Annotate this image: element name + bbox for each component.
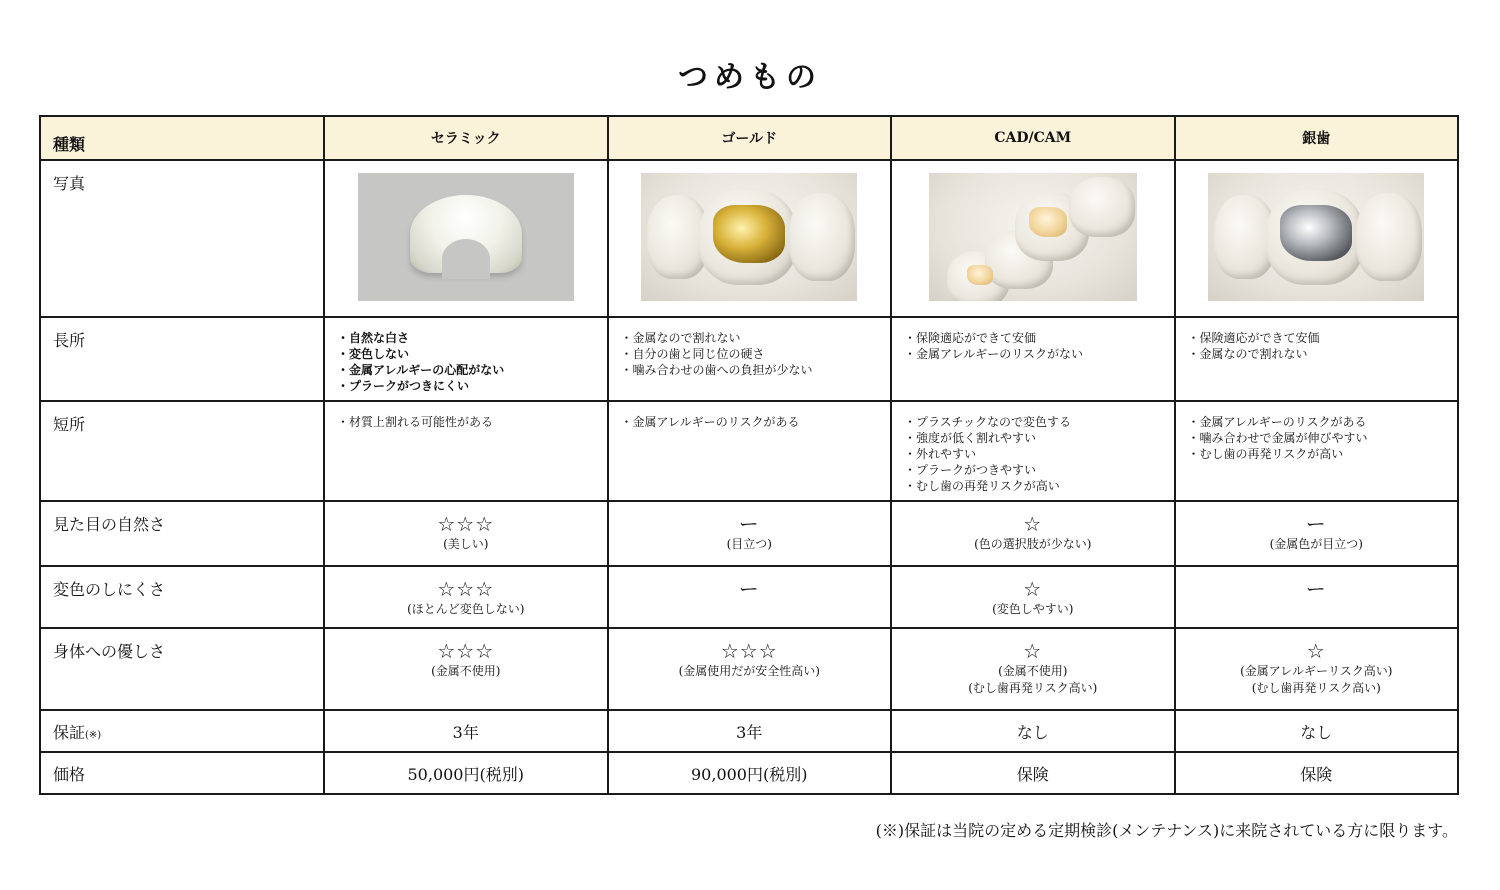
list-item: ・金属アレルギーのリスクがない	[904, 347, 1083, 361]
column-header-ceramic: セラミック	[324, 116, 608, 160]
photo-cell-ceramic	[324, 160, 608, 317]
warranty-silver: なし	[1175, 710, 1459, 752]
price-ceramic: 50,000円(税別)	[324, 752, 608, 794]
merits-silver	[1175, 317, 1459, 401]
star-rating: ☆	[1023, 512, 1043, 536]
price-row	[40, 752, 1458, 794]
appearance-ceramic	[324, 501, 608, 566]
rating-note: (むし歯再発リスク高い)	[1251, 681, 1381, 695]
body-friendliness-cadcam	[891, 628, 1175, 710]
list-item: ・噛み合わせの歯への負担が少ない	[620, 363, 813, 377]
row-label-demerits: 短所	[40, 401, 324, 501]
list-item: ・自分の歯と同じ位の硬さ	[620, 347, 765, 361]
star-rating: ー	[1305, 577, 1327, 601]
column-header-silver: 銀歯	[1175, 116, 1459, 160]
list-item: ・外れやすい	[904, 447, 977, 461]
discoloration-cadcam	[891, 566, 1175, 628]
rating-note: (金属色が目立つ)	[1269, 537, 1363, 551]
silver-inlay-photo	[1208, 173, 1424, 301]
discoloration-silver	[1175, 566, 1459, 628]
row-label-photo: 写真	[40, 160, 324, 317]
row-label-appearance: 見た目の自然さ	[40, 501, 324, 566]
price-gold: 90,000円(税別)	[608, 752, 892, 794]
list-item: ・保険適応ができて安価	[1187, 331, 1320, 345]
list-item: ・噛み合わせで金属が伸びやすい	[1187, 431, 1368, 445]
list-item: ・プラスチックなので変色する	[904, 415, 1072, 429]
comparison-table	[39, 115, 1459, 795]
rating-note: (むし歯再発リスク高い)	[968, 681, 1098, 695]
list-item: ・金属アレルギーのリスクがある	[620, 415, 800, 429]
list-item: ・自然な白さ	[337, 331, 410, 345]
rating-note: (金属使用だが安全性高い)	[678, 664, 820, 678]
list-item: ・むし歯の再発リスクが高い	[904, 479, 1060, 493]
warranty-footnote-mark: (※)	[85, 730, 102, 741]
column-header-cadcam: CAD/CAM	[891, 116, 1175, 160]
star-rating: ー	[1305, 512, 1327, 536]
star-rating: ☆☆☆	[437, 512, 495, 536]
appearance-silver	[1175, 501, 1459, 566]
page-title: つめもの	[678, 60, 822, 95]
column-header-gold: ゴールド	[608, 116, 892, 160]
photo-cell-cadcam	[891, 160, 1175, 317]
price-silver: 保険	[1175, 752, 1459, 794]
list-item: ・変色しない	[337, 347, 410, 361]
body-friendliness-gold	[608, 628, 892, 710]
star-rating: ー	[738, 577, 760, 601]
appearance-cadcam	[891, 501, 1175, 566]
discoloration-ceramic	[324, 566, 608, 628]
discoloration-row	[40, 566, 1458, 628]
list-item: ・金属アレルギーの心配がない	[337, 363, 505, 377]
demerits-gold	[608, 401, 892, 501]
header-row	[40, 116, 1458, 160]
row-label-type: 種類	[40, 116, 324, 160]
list-item: ・むし歯の再発リスクが高い	[1187, 447, 1344, 461]
list-item: ・保険適応ができて安価	[904, 331, 1037, 345]
ceramic-onlay-photo	[358, 173, 574, 301]
rating-note: (目立つ)	[726, 537, 772, 551]
list-item: ・プラークがつきにくい	[337, 379, 470, 393]
rating-note: (色の選択肢が少ない)	[974, 537, 1092, 551]
warranty-row	[40, 710, 1458, 752]
body-friendliness-ceramic	[324, 628, 608, 710]
row-label-merits: 長所	[40, 317, 324, 401]
list-item: ・金属アレルギーのリスクがある	[1187, 415, 1367, 429]
list-item: ・強度が低く割れやすい	[904, 431, 1037, 445]
rating-note: (金属不使用)	[998, 664, 1068, 678]
appearance-row	[40, 501, 1458, 566]
photo-cell-gold	[608, 160, 892, 317]
discoloration-gold	[608, 566, 892, 628]
photo-row	[40, 160, 1458, 317]
row-label-discoloration: 変色のしにくさ	[40, 566, 324, 628]
star-rating: ☆☆☆	[437, 577, 495, 601]
star-rating: ☆☆☆	[720, 639, 778, 663]
warranty-gold: 3年	[608, 710, 892, 752]
rating-note: (金属アレルギーリスク高い)	[1240, 664, 1393, 678]
rating-note: (金属不使用)	[431, 664, 501, 678]
star-rating: ☆☆☆	[437, 639, 495, 663]
list-item: ・材質上割れる可能性がある	[337, 415, 494, 429]
row-label-body-friendliness: 身体への優しさ	[40, 628, 324, 710]
gold-inlay-photo	[641, 173, 857, 301]
row-label-price: 価格	[40, 752, 324, 794]
star-rating: ☆	[1023, 577, 1043, 601]
merits-ceramic	[324, 317, 608, 401]
list-item: ・金属なので割れない	[1187, 347, 1308, 361]
warranty-ceramic: 3年	[324, 710, 608, 752]
warranty-cadcam: なし	[891, 710, 1175, 752]
body-friendliness-silver	[1175, 628, 1459, 710]
demerits-row	[40, 401, 1458, 501]
merits-cadcam	[891, 317, 1175, 401]
warranty-footnote: (※)保証は当院の定める定期検診(メンテナンス)に来院されている方に限ります。	[875, 821, 1458, 840]
rating-note: (ほとんど変色しない)	[407, 602, 525, 616]
demerits-silver	[1175, 401, 1459, 501]
photo-cell-silver	[1175, 160, 1459, 317]
list-item: ・プラークがつきやすい	[904, 463, 1037, 477]
demerits-ceramic	[324, 401, 608, 501]
star-rating: ☆	[1306, 639, 1326, 663]
merits-gold	[608, 317, 892, 401]
warranty-label: 保証	[53, 723, 86, 742]
rating-note: (美しい)	[443, 537, 489, 551]
demerits-cadcam	[891, 401, 1175, 501]
cadcam-inlay-photo	[929, 173, 1137, 301]
rating-note: (変色しやすい)	[992, 602, 1074, 616]
merits-row	[40, 317, 1458, 401]
row-label-warranty	[40, 710, 324, 752]
list-item: ・金属なので割れない	[620, 331, 741, 345]
price-cadcam: 保険	[891, 752, 1175, 794]
body-friendliness-row	[40, 628, 1458, 710]
star-rating: ー	[738, 512, 760, 536]
star-rating: ☆	[1023, 639, 1043, 663]
appearance-gold	[608, 501, 892, 566]
